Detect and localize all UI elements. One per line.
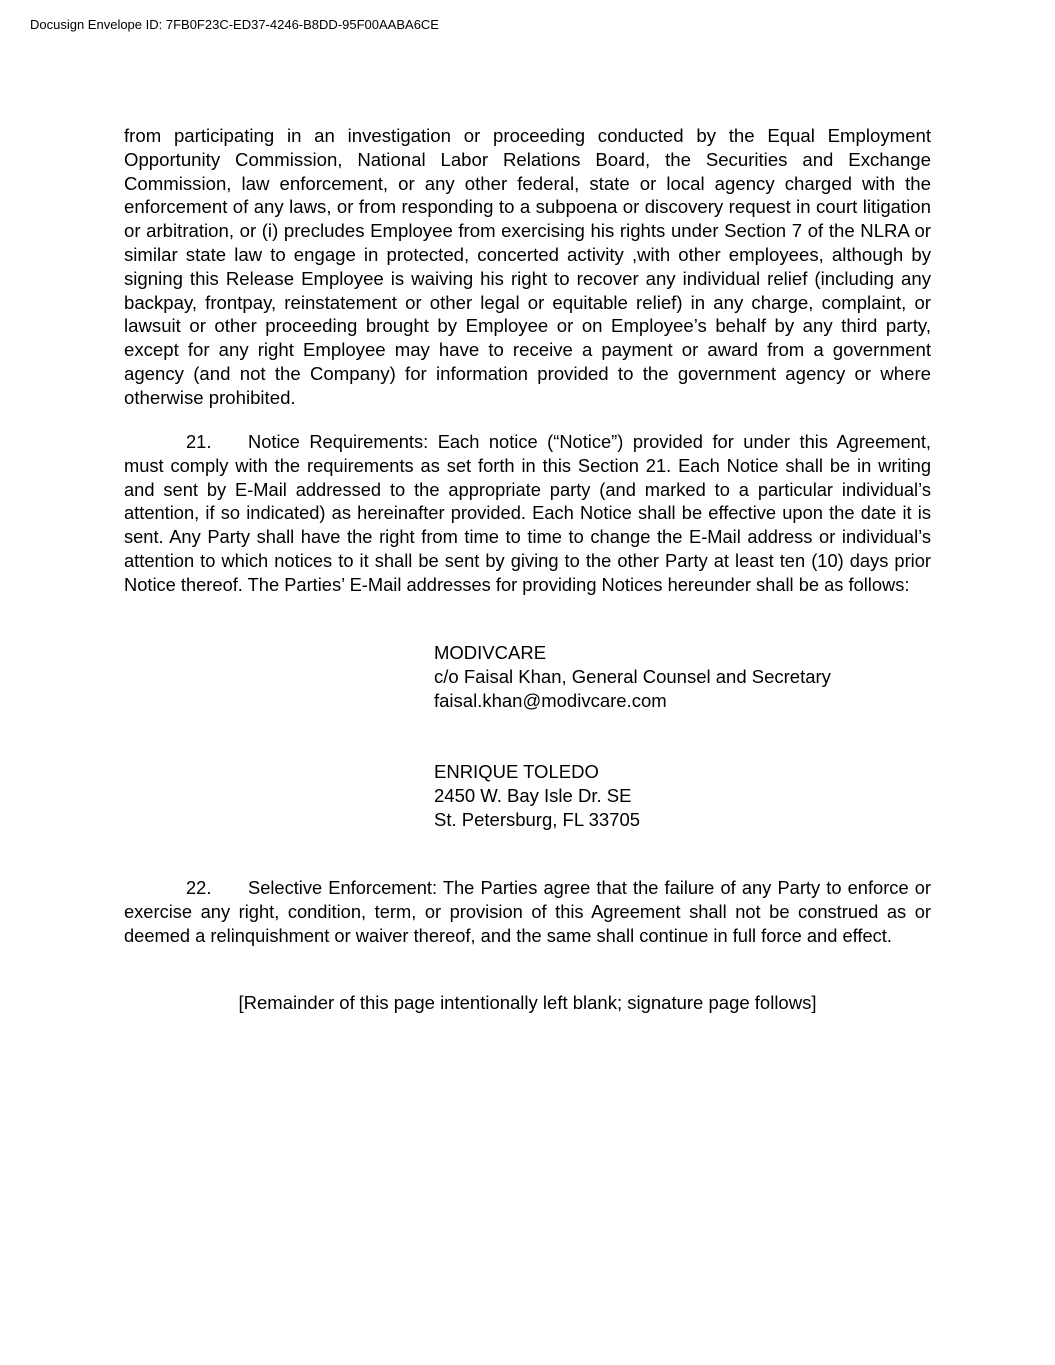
address-city: St. Petersburg, FL 33705 — [434, 809, 641, 830]
continued-paragraph: from participating in an investigation or proceeding conducted by the Equal Employment Opportunity Commission, National Labor Relations Board, the Securities and Exchange Commission, law enforcement, or any other federal, state or local agency charged with the enforcement of any laws, or from responding to a subpoena or discovery request in court litigation or arbitration, or (i) precludes Employee from exercising his rights under Section 7 of the NLRA or similar state law to engage in protected, concerted activity ,with other employees, although by signing this Release Employee is waiving his right to recover any individual relief (including any backpay, frontpay, reinstatement or other legal or equitable relief) in any charge, complaint, or lawsuit or other proceeding brought by Employee or on Employee’s behalf by any third party, except for any right Employee may have to receive a payment or award from a government agency (and not the Company) for information provided to the government agency or where otherwise prohibited. — [124, 125, 931, 408]
section-22-text: Selective Enforcement: The Parties agree that the failure of any Party to enforce or exercise any right, condition, term, or provision of this Agreement shall not be construed as or deemed a relinquishment or waiver thereof, and the same shall continue in full force and effect. — [124, 877, 931, 946]
page-closing-note: [Remainder of this page intentionally left blank; signature page follows] — [238, 992, 817, 1013]
docusign-envelope-id: Docusign Envelope ID: 7FB0F23C-ED37-4246-B8DD-95F00AABA6CE — [30, 17, 439, 32]
address-name: MODIVCARE — [434, 642, 547, 663]
address-line: c/o Faisal Khan, General Counsel and Secretary — [434, 666, 831, 687]
section-21-paragraph — [124, 430, 931, 597]
section-22-paragraph — [124, 876, 931, 947]
address-email: faisal.khan@modivcare.com — [434, 690, 667, 711]
section-21-number: 21. — [186, 431, 212, 452]
address-block-modivcare — [434, 641, 831, 713]
section-22-number: 22. — [186, 877, 212, 898]
address-block-enrique-toledo — [434, 760, 640, 832]
address-line: 2450 W. Bay Isle Dr. SE — [434, 785, 632, 806]
section-21-text: Notice Requirements: Each notice (“Notice”) provided for under this Agreement, must comply with the requirements as set forth in this Section 21. Each Notice shall be in writing and sent by E-Mail addressed to the appropriate party (and marked to a particular individual’s attention, if so indicated) as hereinafter provided. Each Notice shall be effective upon the date it is sent. Any Party shall have the right from time to time to change the E-Mail address or individual’s attention to which notices to it shall be sent by giving to the other Party at least ten (10) days prior Notice thereof. The Parties’ E-Mail addresses for providing Notices hereunder shall be as follows: — [124, 431, 931, 595]
address-name: ENRIQUE TOLEDO — [434, 761, 599, 782]
